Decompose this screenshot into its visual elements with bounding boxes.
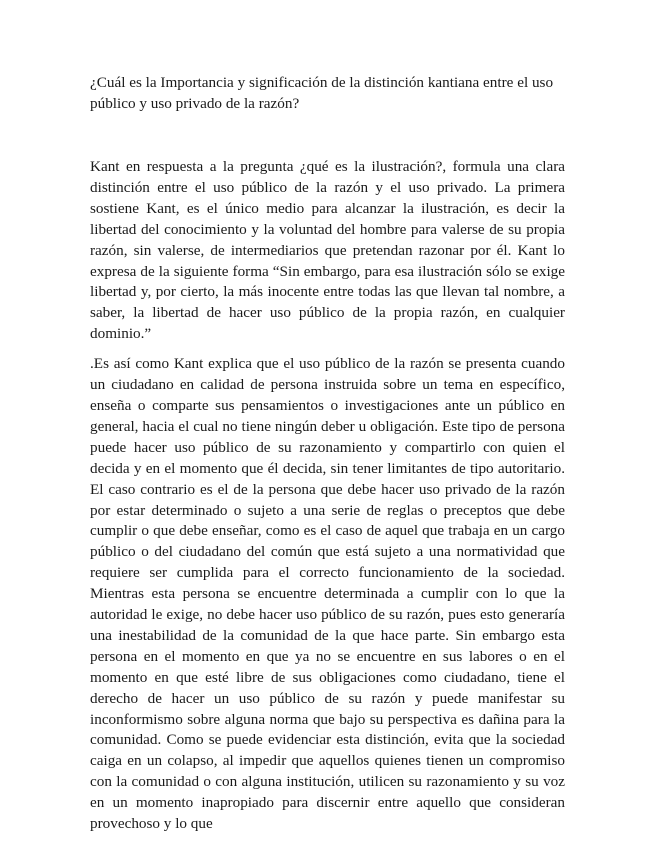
paragraph-2: .Es así como Kant explica que el uso público de la razón se presenta cuando un ciudadano en calidad de persona instruida sobre un tema en específico, enseña o comparte sus pensamientos o investigaciones ante un público en general, hacia el cual no tiene ningún deber u obligación. Este tipo de persona puede hacer uso público de su razonamiento y compartirlo con quien el decida y en el momento que él decida, sin tener limitantes de tipo autoritario. El caso contrario es el de la persona que debe hacer uso privado de la razón por estar determinado o sujeto a una serie de reglas o preceptos que debe cumplir o que debe enseñar, como es el caso de aquel que trabaja en un cargo público o del ciudadano del común que está sujeto a una normatividad que requiere ser cumplida para el correcto funcionamiento de la sociedad. Mientras esta persona se encuentre determinada a cumplir con lo que la autoridad le exige, no debe hacer uso público de su razón, pues esto generaría una inestabilidad de la comunidad de la que hace parte. Sin embargo esta persona en el momento en que ya no se encuentre en sus labores o en el momento en que esté libre de sus obligaciones como ciudadano, tiene el derecho de hacer un uso público de su razón y puede manifestar su inconformismo sobre alguna norma que bajo su perspectiva es dañina para la comunidad. Como se puede evidenciar esta distinción, evita que la sociedad caiga en un colapso, al impedir que aquellos quienes tienen un compromiso con la comunidad o con alguna institución, utilicen su razonamiento y su voz en un momento inapropiado para discernir entre aquello que consideran provechoso y lo que <box>90 355 565 833</box>
paragraph-1: Kant en respuesta a la pregunta ¿qué es la ilustración?, formula una clara distinción entre el uso público de la razón y el uso privado. La primera sostiene Kant, es el único medio para alcanzar la ilustración, es decir la libertad del conocimiento y la voluntad del hombre para valerse de su propia razón, sin valerse, de intermediarios que pretendan razonar por él. Kant lo expresa de la siguiente forma “Sin embargo, para esa ilustración sólo se exige libertad y, por cierto, la más inocente entre todas las que llevan tal nombre, a saber, la libertad de hacer uso público de la propia razón, en cualquier dominio.” <box>90 158 565 343</box>
question-heading: ¿Cuál es la Importancia y significación de la distinción kantiana entre el uso público y uso privado de la razón? <box>90 74 554 112</box>
document-page <box>90 72 565 835</box>
